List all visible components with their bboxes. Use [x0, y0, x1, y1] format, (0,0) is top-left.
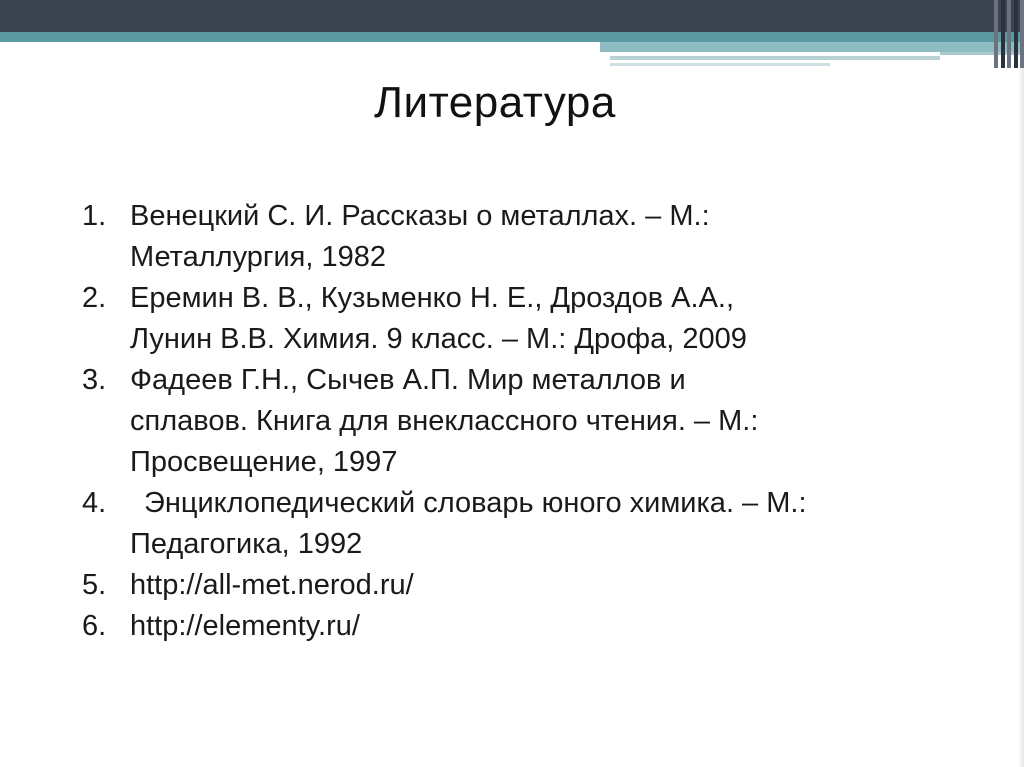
- reference-number: 6.: [82, 610, 107, 642]
- reference-number: 1.: [82, 200, 107, 232]
- reference-line: сплавов. Книга для внеклассного чтения. – М.:: [130, 405, 759, 437]
- teal-decor-bar: [0, 32, 1024, 42]
- top-decor-bar: [0, 0, 1024, 32]
- reference-number: 4.: [82, 487, 107, 519]
- reference-item: [82, 606, 962, 647]
- reference-text: [130, 606, 962, 647]
- reference-list: [82, 196, 962, 647]
- reference-item: [82, 360, 962, 483]
- reference-text: [130, 196, 962, 278]
- reference-text: [130, 278, 962, 360]
- reference-item: [82, 483, 962, 565]
- edge-shadow: [1018, 68, 1024, 767]
- reference-number: 2.: [82, 282, 107, 314]
- reference-text: [130, 483, 962, 565]
- reference-text: [130, 565, 962, 606]
- reference-link: http://all-met.nerod.ru/: [130, 569, 414, 601]
- reference-number: 3.: [82, 364, 107, 396]
- reference-item: [82, 565, 962, 606]
- corner-stripes: [994, 0, 1024, 68]
- decor-line: [610, 56, 940, 60]
- reference-line: Педагогика, 1992: [130, 528, 363, 560]
- reference-line: Венецкий С. И. Рассказы о металлах. – М.:: [130, 200, 710, 232]
- reference-text: [130, 360, 962, 483]
- reference-line: Лунин В.В. Химия. 9 класс. – М.: Дрофа, 2009: [130, 323, 747, 355]
- reference-line: Фадеев Г.Н., Сычев А.П. Мир металлов и: [130, 364, 686, 396]
- teal-soft-decor-bar: [600, 42, 1024, 52]
- reference-line: Металлургия, 1982: [130, 241, 386, 273]
- reference-item: [82, 196, 962, 278]
- reference-link: http://elementy.ru/: [130, 610, 360, 642]
- reference-line: Еремин В. В., Кузьменко Н. Е., Дроздов А.А.,: [130, 282, 735, 314]
- reference-line: Энциклопедический словарь юного химика. – М.:: [144, 487, 807, 519]
- reference-item: [82, 278, 962, 360]
- reference-number: 5.: [82, 569, 107, 601]
- slide-title: Литература: [374, 78, 616, 127]
- decor-line: [610, 63, 830, 66]
- reference-line: Просвещение, 1997: [130, 446, 398, 478]
